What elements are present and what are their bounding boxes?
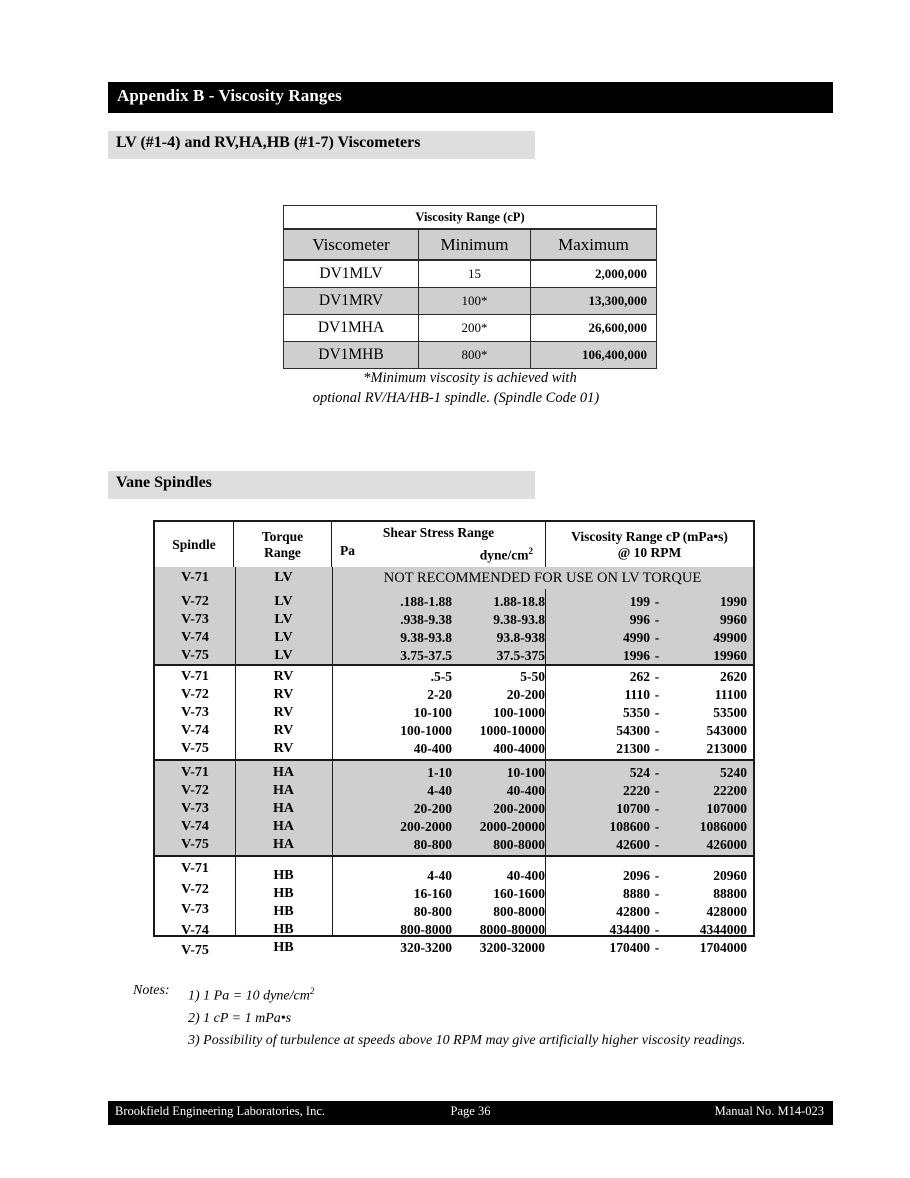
table-row	[155, 940, 753, 958]
cell-shear-dyne: 100-1000	[493, 705, 545, 720]
vane-table-header-row	[154, 521, 754, 568]
table-row	[155, 741, 753, 759]
cell-range-dash: -	[654, 886, 660, 901]
table-row	[284, 342, 657, 369]
vane-group-ha	[153, 761, 755, 857]
cell-shear-dyne: 160-1600	[493, 886, 545, 901]
cell-torque: LV	[274, 612, 293, 627]
cell-model: DV1MLV	[284, 260, 419, 288]
table-row	[155, 570, 753, 594]
cell-model: DV1MHA	[284, 315, 419, 342]
viscosity-table-title: Viscosity Range (cP)	[284, 206, 657, 230]
cell-viscosity-min: 54300	[616, 723, 650, 738]
section-heading-viscometers	[108, 131, 535, 159]
cell-torque: LV	[274, 570, 293, 585]
cell-viscosity-min: 199	[629, 594, 650, 609]
cell-range-dash: -	[654, 612, 660, 627]
col-header-shear-pa: Pa	[340, 543, 355, 559]
notes-list	[188, 980, 745, 1052]
note-item: 2) 1 cP = 1 mPa•s	[188, 1010, 292, 1026]
cell-shear-pa: 4-40	[427, 783, 452, 798]
cell-viscosity-max: 213000	[706, 741, 747, 756]
col-header-spindle: Spindle	[154, 521, 234, 568]
notes-label: Notes:	[133, 983, 170, 998]
cell-shear-pa: 4-40	[427, 868, 452, 883]
cell-torque: HA	[273, 765, 294, 780]
cell-range-dash: -	[654, 922, 660, 937]
cell-shear-dyne: 200-2000	[493, 801, 545, 816]
cell-torque: HB	[273, 886, 294, 901]
table-row	[155, 669, 753, 687]
table-row	[155, 783, 753, 801]
cell-shear-dyne: 10-100	[506, 765, 545, 780]
cell-torque: RV	[273, 705, 294, 720]
cell-range-dash: -	[654, 940, 660, 955]
cell-viscosity-max: 88800	[713, 886, 747, 901]
cell-shear-pa: 2-20	[427, 687, 452, 702]
cell-minimum: 15	[419, 260, 531, 288]
cell-viscosity-max: 1990	[720, 594, 747, 609]
cell-shear-dyne: 1000-10000	[479, 723, 545, 738]
cell-shear-pa: .5-5	[430, 669, 452, 684]
cell-minimum: 100*	[419, 288, 531, 315]
table-row	[155, 765, 753, 783]
cell-not-recommended-note: NOT RECOMMENDED FOR USE ON LV TORQUE	[383, 570, 702, 586]
cell-torque: HA	[273, 819, 294, 834]
cell-maximum: 13,300,000	[531, 288, 657, 315]
notes-block	[133, 980, 745, 1052]
cell-shear-pa: 320-3200	[400, 940, 452, 955]
cell-minimum: 800*	[419, 342, 531, 369]
viscosity-table-header-row	[284, 229, 657, 260]
cell-shear-pa: 20-200	[413, 801, 452, 816]
cell-viscosity-max: 1086000	[699, 819, 747, 834]
col-header-shear-dyne: dyne/$cm^2$	[479, 546, 533, 563]
cell-shear-dyne: 5-50	[520, 669, 545, 684]
cell-shear-dyne: 400-4000	[493, 741, 545, 756]
cell-viscosity-min: 170400	[609, 940, 650, 955]
viscosity-table-title-row	[284, 206, 657, 230]
cell-viscosity-max: 11100	[714, 687, 747, 702]
viscosity-table-footnote	[283, 368, 657, 408]
cell-range-dash: -	[654, 648, 660, 663]
footer-manual-number: Manual No. M14-023	[714, 1104, 824, 1118]
cell-torque: LV	[274, 594, 293, 609]
viscosity-table-body	[284, 206, 657, 369]
cell-spindle: V-75	[181, 648, 209, 663]
cell-viscosity-max: 107000	[706, 801, 747, 816]
note-item: 1) 1 Pa = 10 dyne/$cm^2$	[188, 986, 315, 1004]
cell-torque: RV	[273, 723, 294, 738]
cell-viscosity-min: 262	[629, 669, 650, 684]
cell-shear-pa: 80-800	[413, 904, 452, 919]
cell-viscosity-min: 42800	[616, 904, 650, 919]
cell-torque: HA	[273, 801, 294, 816]
cell-viscosity-min: 8880	[623, 886, 650, 901]
cell-range-dash: -	[654, 723, 660, 738]
vane-group-lv	[153, 567, 755, 666]
cell-spindle: V-75	[181, 837, 209, 852]
cell-shear-pa: 10-100	[413, 705, 452, 720]
cell-viscosity-min: 2220	[623, 783, 650, 798]
cell-shear-pa: .188-1.88	[400, 594, 452, 609]
col-header-viscosity-range	[546, 521, 755, 568]
table-row	[155, 648, 753, 666]
cell-spindle: V-72	[181, 594, 209, 609]
cell-spindle: V-74	[181, 723, 209, 738]
vane-spindles-table-header	[153, 520, 755, 569]
table-row	[155, 886, 753, 904]
cell-viscosity-max: 1704000	[699, 940, 747, 955]
cell-viscosity-min: 108600	[609, 819, 650, 834]
cell-shear-pa: 3.75-37.5	[400, 648, 452, 663]
cell-viscosity-min: 2096	[623, 868, 650, 883]
appendix-title-text: Appendix B - Viscosity Ranges	[117, 86, 342, 105]
cell-torque: HA	[273, 783, 294, 798]
cell-spindle: V-73	[181, 902, 209, 917]
cell-shear-dyne: 40-400	[506, 783, 545, 798]
cell-viscosity-max: 20960	[713, 868, 747, 883]
col-header-shear-title: Shear Stress Range	[382, 525, 495, 541]
vane-header-body	[154, 521, 754, 568]
cell-torque: RV	[273, 669, 294, 684]
cell-viscosity-max: 9960	[720, 612, 747, 627]
cell-viscosity-max: 428000	[706, 904, 747, 919]
table-row	[155, 837, 753, 855]
cell-spindle: V-74	[181, 819, 209, 834]
table-row	[284, 315, 657, 342]
table-row	[284, 288, 657, 315]
cell-torque: HB	[273, 904, 294, 919]
cell-spindle: V-75	[181, 943, 209, 958]
col-header-viscometer: Viscometer	[284, 229, 419, 260]
cell-viscosity-min: 434400	[609, 922, 650, 937]
cell-torque: HB	[273, 922, 294, 937]
cell-shear-pa: .938-9.38	[400, 612, 452, 627]
col-header-torque-range	[234, 521, 332, 568]
note-item: 3) Possibility of turbulence at speeds above 10 RPM may give artificially higher viscosity readings.	[188, 1032, 746, 1048]
cell-viscosity-min: 996	[629, 612, 650, 627]
cell-shear-dyne: 3200-32000	[479, 940, 545, 955]
cell-shear-dyne: 37.5-375	[496, 648, 545, 663]
footer-company: Brookfield Engineering Laboratories, Inc.	[115, 1104, 325, 1118]
cell-range-dash: -	[654, 868, 660, 883]
cell-spindle: V-73	[181, 705, 209, 720]
cell-spindle: V-74	[181, 922, 209, 938]
col-header-viscosity-line2: @ 10 RPM	[617, 544, 682, 560]
table-row	[155, 922, 753, 940]
cell-spindle: V-71	[181, 861, 209, 876]
cell-shear-dyne: 800-8000	[493, 837, 545, 852]
table-row	[155, 594, 753, 612]
cell-shear-dyne: 9.38-93.8	[493, 612, 545, 627]
table-row	[155, 868, 753, 886]
cell-model: DV1MHB	[284, 342, 419, 369]
viscosity-range-table	[283, 205, 657, 369]
cell-range-dash: -	[654, 594, 660, 609]
cell-spindle: V-73	[181, 801, 209, 816]
cell-shear-pa: 1-10	[427, 765, 452, 780]
cell-shear-pa: 16-160	[413, 886, 452, 901]
cell-maximum: 26,600,000	[531, 315, 657, 342]
table-row	[155, 801, 753, 819]
cell-shear-pa: 800-8000	[400, 922, 452, 937]
cell-maximum: 106,400,000	[531, 342, 657, 369]
cell-shear-pa: 40-400	[413, 741, 452, 756]
vane-group-hb	[153, 857, 755, 958]
cell-shear-pa: 9.38-93.8	[400, 630, 452, 645]
cell-shear-dyne: 8000-80000	[479, 922, 545, 937]
cell-range-dash: -	[654, 765, 660, 780]
cell-range-dash: -	[654, 669, 660, 684]
cell-viscosity-max: 22200	[713, 783, 747, 798]
cell-range-dash: -	[654, 783, 660, 798]
col-header-torque-line1: Torque	[261, 528, 304, 544]
cell-viscosity-min: 42600	[616, 837, 650, 852]
cell-shear-dyne: 40-400	[506, 868, 545, 883]
cell-viscosity-max: 543000	[706, 723, 747, 738]
footnote-line-2: optional RV/HA/HB-1 spindle. (Spindle Code 01)	[312, 390, 600, 406]
cell-spindle: V-75	[181, 741, 209, 756]
table-row	[155, 904, 753, 922]
cell-viscosity-min: 21300	[616, 741, 650, 756]
cell-torque: LV	[274, 630, 293, 645]
cell-spindle: V-71	[181, 765, 209, 780]
cell-shear-pa: 100-1000	[400, 723, 452, 738]
cell-shear-dyne: 2000-20000	[479, 819, 545, 834]
cell-viscosity-max: 53500	[713, 705, 747, 720]
cell-spindle: V-72	[181, 783, 209, 798]
cell-range-dash: -	[654, 687, 660, 702]
cell-spindle: V-73	[181, 612, 209, 627]
table-row	[155, 612, 753, 630]
cell-shear-dyne: 93.8-938	[496, 630, 545, 645]
table-row	[284, 260, 657, 288]
cell-viscosity-max: 49900	[713, 630, 747, 645]
cell-torque: HB	[273, 868, 294, 883]
cell-viscosity-min: 4990	[623, 630, 650, 645]
cell-viscosity-max: 19960	[713, 648, 747, 663]
table-row	[155, 705, 753, 723]
cell-viscosity-max: 426000	[706, 837, 747, 852]
cell-maximum: 2,000,000	[531, 260, 657, 288]
cell-spindle: V-71	[181, 669, 209, 684]
cell-viscosity-min: 5350	[623, 705, 650, 720]
cell-torque: RV	[273, 741, 294, 756]
cell-viscosity-min: 1110	[624, 687, 650, 702]
appendix-title-bar	[108, 82, 833, 113]
table-row	[155, 819, 753, 837]
col-header-shear-stress-range	[332, 521, 546, 568]
cell-shear-pa: 200-2000	[400, 819, 452, 834]
cell-shear-dyne: 1.88-18.8	[493, 594, 545, 609]
cell-model: DV1MRV	[284, 288, 419, 315]
cell-torque: RV	[273, 687, 294, 702]
cell-spindle: V-71	[181, 570, 209, 585]
vane-group-rv	[153, 666, 755, 761]
table-row	[155, 687, 753, 705]
col-header-torque-line2: Range	[264, 544, 301, 560]
cell-range-dash: -	[654, 837, 660, 852]
cell-viscosity-max: 4344000	[699, 922, 747, 937]
table-row	[155, 630, 753, 648]
footnote-line-1: *Minimum viscosity is achieved with	[363, 370, 577, 386]
cell-spindle: V-72	[181, 881, 209, 897]
cell-viscosity-min: 1996	[623, 648, 650, 663]
cell-shear-dyne: 20-200	[506, 687, 545, 702]
cell-viscosity-min: 524	[629, 765, 650, 780]
cell-range-dash: -	[654, 705, 660, 720]
cell-torque: HB	[273, 940, 294, 955]
cell-shear-pa: 80-800	[413, 837, 452, 852]
footer-page-number: Page 36	[450, 1104, 491, 1118]
section-heading-viscometers-text: LV (#1-4) and RV,HA,HB (#1-7) Viscometers	[116, 134, 421, 151]
col-header-minimum: Minimum	[419, 229, 531, 260]
col-header-viscosity-line1: Viscosity Range cP (mPa•s)	[571, 528, 728, 544]
cell-range-dash: -	[654, 904, 660, 919]
col-header-maximum: Maximum	[531, 229, 657, 260]
cell-viscosity-max: 2620	[720, 669, 747, 684]
section-heading-vane-spindles-text: Vane Spindles	[116, 474, 212, 491]
cell-torque: LV	[274, 648, 293, 663]
section-heading-vane-spindles	[108, 471, 535, 499]
cell-range-dash: -	[654, 801, 660, 816]
cell-range-dash: -	[654, 741, 660, 756]
cell-shear-dyne: 800-8000	[493, 904, 545, 919]
table-row	[155, 723, 753, 741]
cell-range-dash: -	[654, 819, 660, 834]
cell-torque: HA	[273, 837, 294, 852]
cell-range-dash: -	[654, 630, 660, 645]
cell-viscosity-min: 10700	[616, 801, 650, 816]
cell-viscosity-max: 5240	[720, 765, 747, 780]
page-footer	[108, 1101, 833, 1125]
cell-minimum: 200*	[419, 315, 531, 342]
cell-spindle: V-74	[181, 630, 209, 645]
cell-spindle: V-72	[181, 687, 209, 702]
